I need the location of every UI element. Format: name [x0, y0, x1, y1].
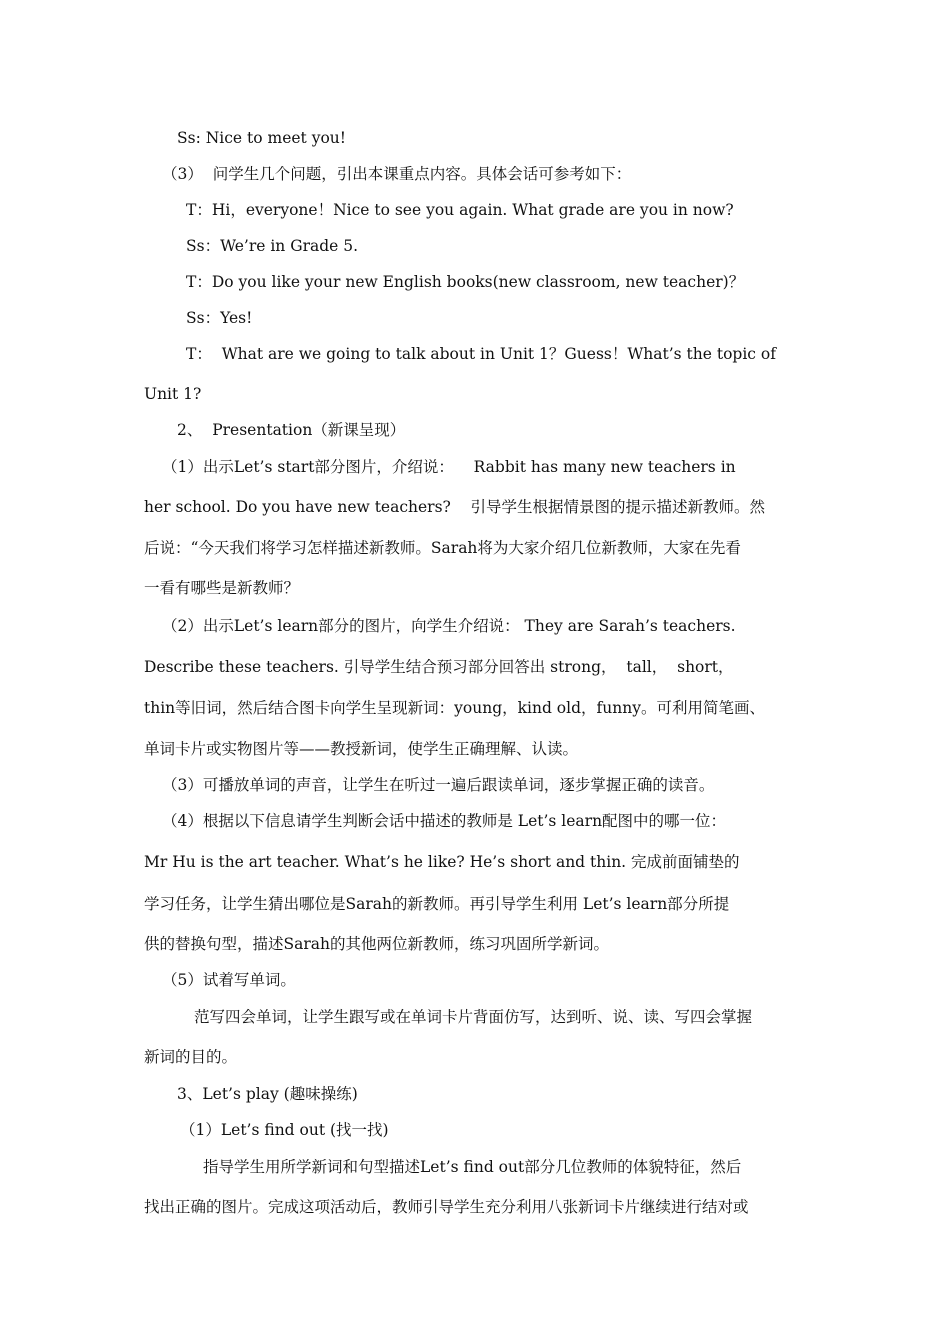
section-heading: 2、 Presentation（新课呈现）	[177, 421, 406, 439]
text-line: 找出正确的图片。完成这项活动后，教师引导学生充分利用八张新词卡片继续进行结对或	[144, 1198, 749, 1216]
section-heading: 3、Let’s play (趣味操练)	[177, 1085, 358, 1103]
text-line: 一看有哪些是新教师？	[144, 579, 300, 597]
text-line: 范写四会单词，让学生跟写或在单词卡片背面仿写，达到听、说、读、写四会掌握	[194, 1008, 753, 1026]
text-line: Ss：Yes!	[186, 309, 253, 327]
text-line: 指导学生用所学新词和句型描述Let’s find out部分几位教师的体貌特征，然后	[203, 1158, 742, 1176]
text-line: 供的替换句型，描述Sarah的其他两位新教师，练习巩固所学新词。	[144, 935, 609, 953]
text-line: Ss：We’re in Grade 5.	[186, 237, 359, 255]
text-line: Mr Hu is the art teacher. What’s he like? He’s short and thin. 完成前面铺垫的	[144, 853, 740, 871]
text-line: 学习任务，让学生猜出哪位是Sarah的新教师。再引导学生利用 Let’s learn部分所提	[144, 895, 730, 913]
text-line: Ss: Nice to meet you!	[177, 129, 347, 147]
text-line: 单词卡片或实物图片等——教授新词，使学生正确理解、认读。	[144, 740, 579, 758]
text-line: 后说：“今天我们将学习怎样描述新教师。Sarah将为大家介绍几位新教师，大家在先看	[144, 539, 741, 557]
text-line: thin等旧词，然后结合图卡向学生呈现新词：young，kind old，funny。可利用简笔画、	[144, 699, 765, 717]
text-line: T：Hi，everyone！Nice to see you again. What grade are you in now?	[186, 201, 734, 219]
text-line: Describe these teachers. 引导学生结合预习部分回答出 strong， tall， short，	[144, 658, 734, 676]
text-line: 新词的目的。	[144, 1048, 238, 1066]
subsection-heading: （1）Let’s find out (找一找)	[180, 1121, 389, 1139]
text-line: T： What are we going to talk about in Unit 1？Guess！What’s the topic of	[186, 345, 776, 363]
text-line: （3）可播放单词的声音，让学生在听过一遍后跟读单词，逐步掌握正确的读音。	[162, 776, 715, 794]
text-line: （4）根据以下信息请学生判断会话中描述的教师是 Let’s learn配图中的哪一位：	[162, 812, 727, 830]
text-line: T：Do you like your new English books(new classroom, new teacher)？	[186, 273, 745, 291]
text-line: Unit 1?	[144, 385, 202, 403]
text-line: （1）出示Let’s start部分图片，介绍说： Rabbit has many new teachers in	[162, 458, 736, 476]
text-line: （2）出示Let’s learn部分的图片，向学生介绍说： They are Sarah’s teachers.	[162, 617, 736, 635]
text-line: （3） 问学生几个问题，引出本课重点内容。具体会话可参考如下：	[162, 165, 632, 183]
text-line: her school. Do you have new teachers? 引导学生根据情景图的提示描述新教师。然	[144, 498, 766, 516]
text-line: （5）试着写单词。	[162, 971, 296, 989]
